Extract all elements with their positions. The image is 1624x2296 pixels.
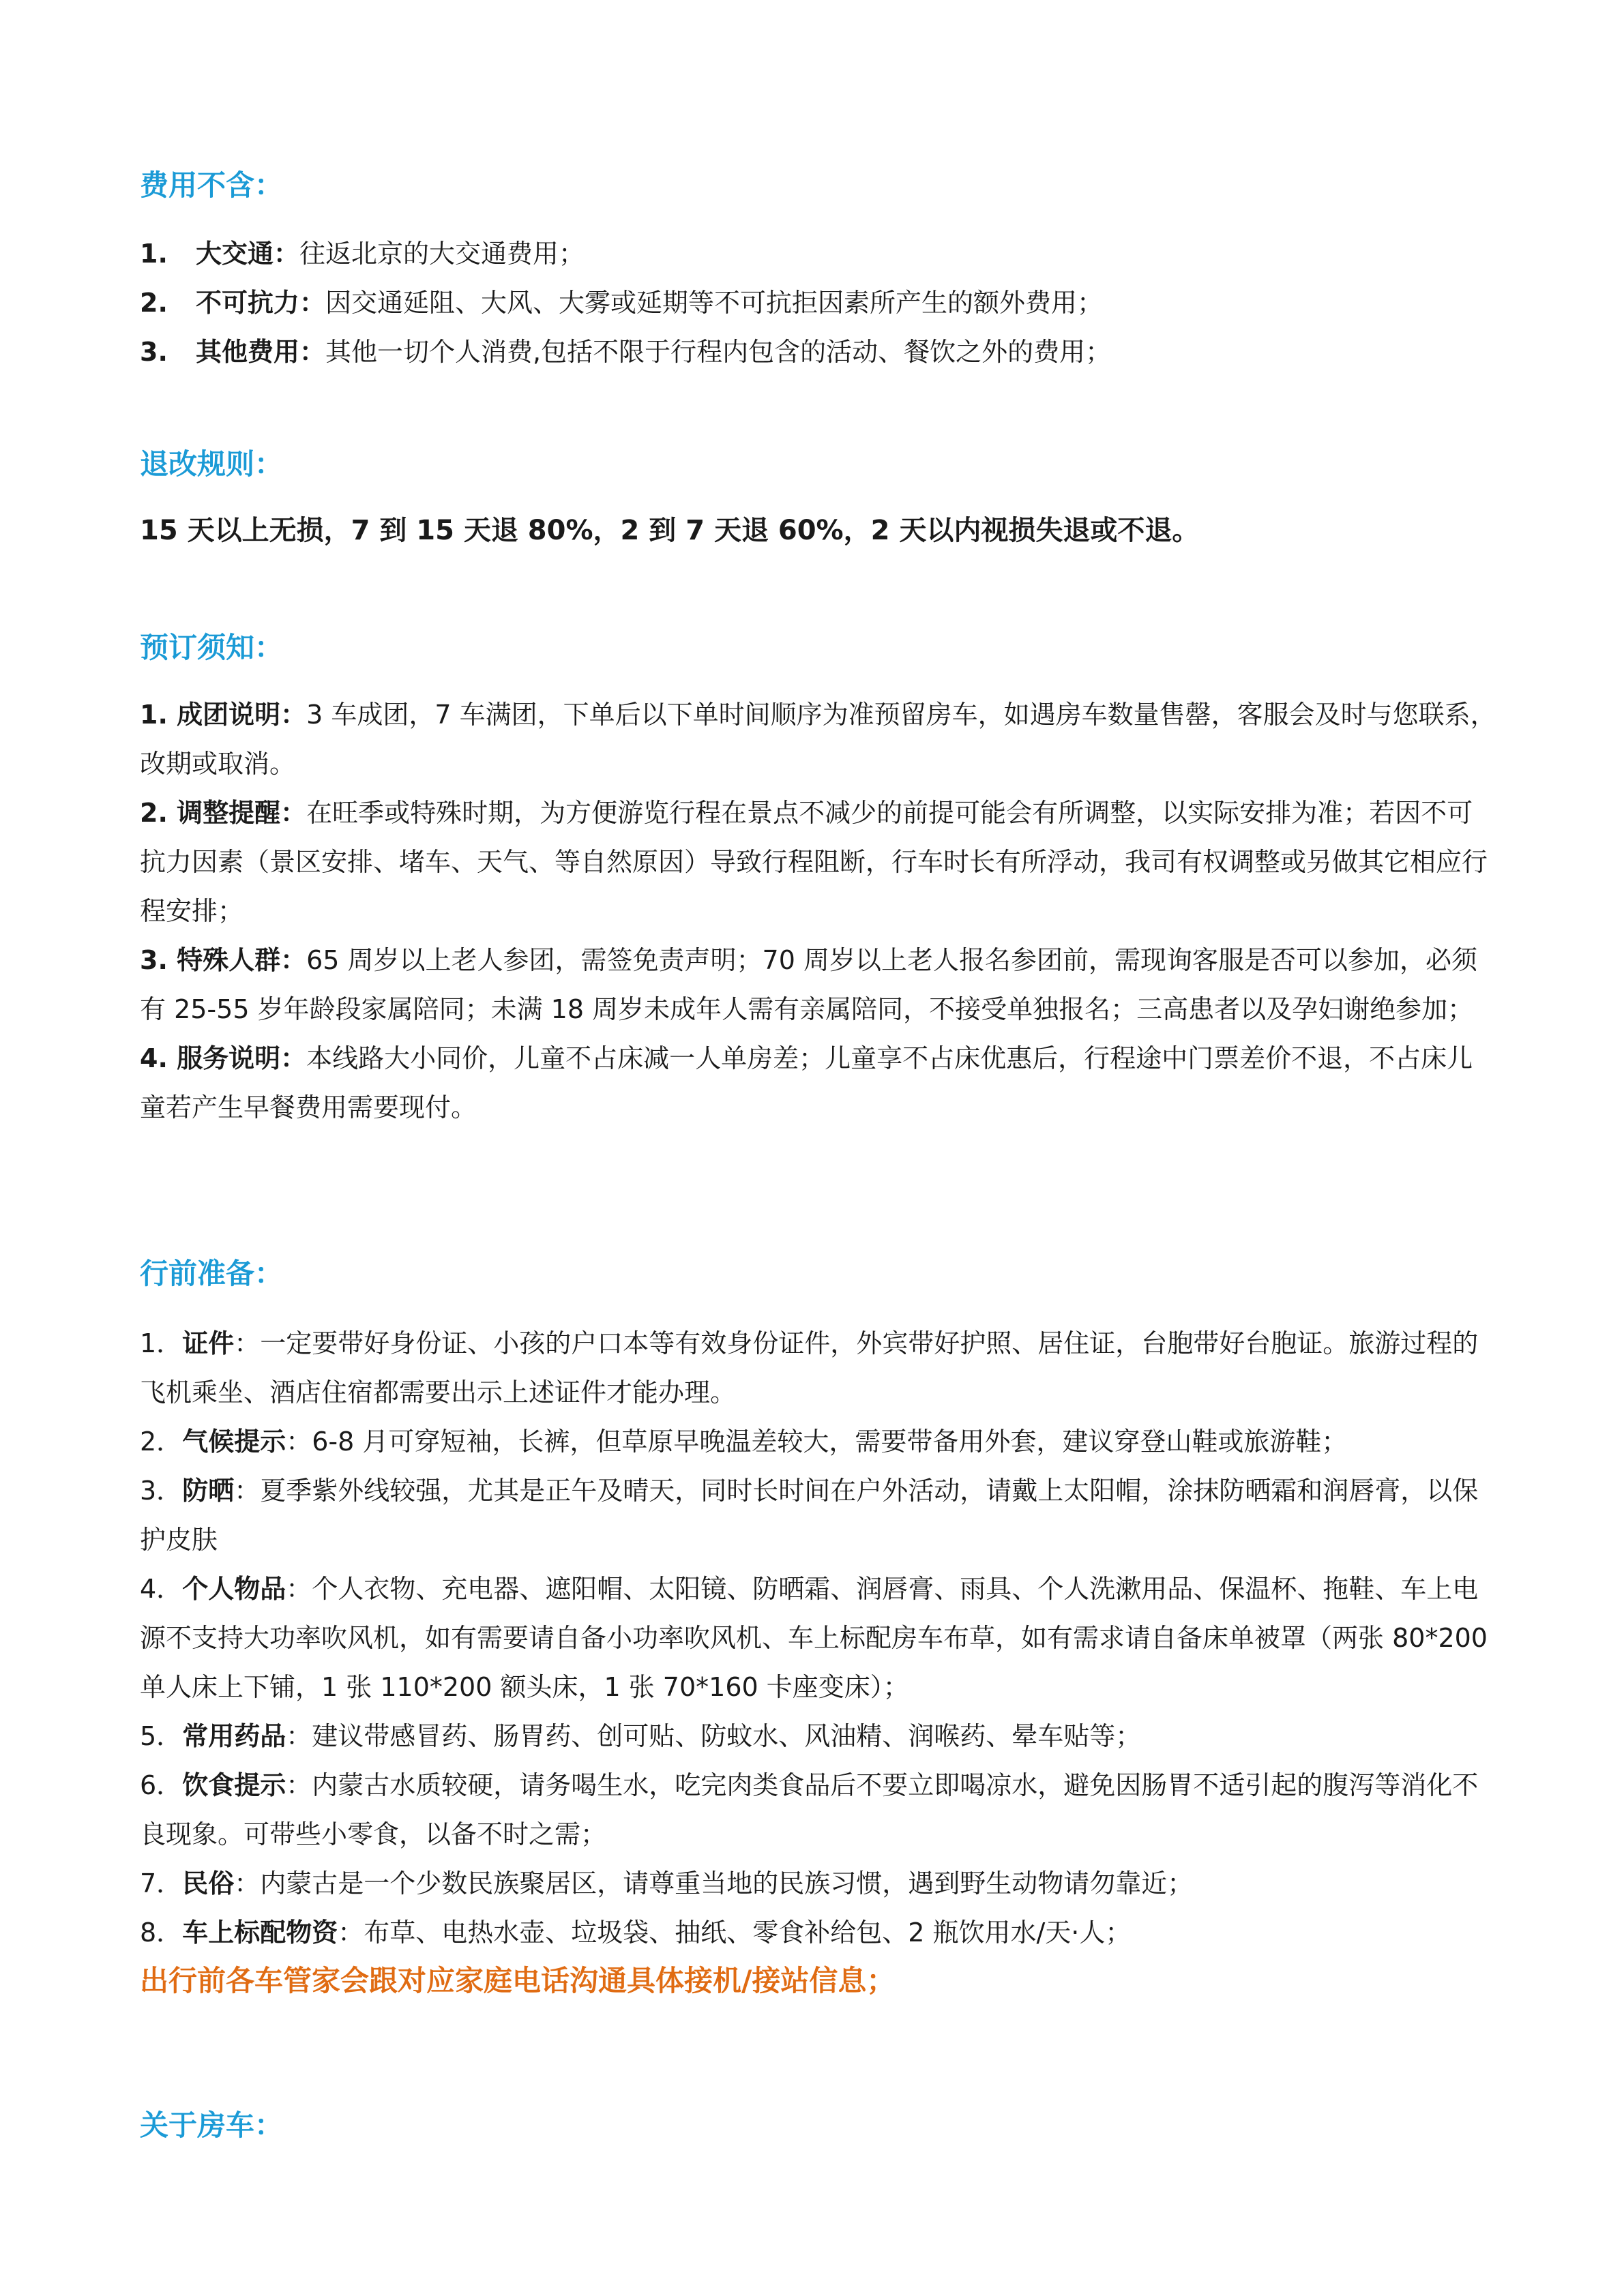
list-item: 4．个人物品：个人衣物、充电器、遮阳帽、太阳镜、防晒霜、润唇膏、雨具、个人洗漱用品、保温杯、拖鞋、车上电源不支持大功率吹风机，如有需要请自备小功率吹风机、车上标配房车布草，如有需求请自备床单被罩（两张 80*200 单人床上下铺，1 张 110*200 额头床，1 张 70*160 卡座变床）； bbox=[140, 1574, 1488, 1702]
list-item: 1. 大交通：往返北京的大交通费用； bbox=[140, 239, 585, 269]
section-title-preparation: 行前准备： bbox=[140, 1257, 284, 1290]
preparation-list bbox=[140, 1319, 1497, 2005]
section-title-fees-excluded: 费用不含： bbox=[140, 168, 284, 202]
section-title-rv: 关于房车： bbox=[140, 2108, 284, 2142]
booking-notes-list bbox=[140, 690, 1497, 1132]
list-item: 6．饮食提示：内蒙古水质较硬，请务喝生水，吃完肉类食品后不要立即喝凉水，避免因肠胃不适引起的腹泻等消化不良现象。可带些小零食，以备不时之需； bbox=[140, 1770, 1479, 1849]
list-item: 1．证件：一定要带好身份证、小孩的户口本等有效身份证件，外宾带好护照、居住证，台胞带好台胞证。旅游过程的飞机乘坐、酒店住宿都需要出示上述证件才能办理。 bbox=[140, 1328, 1479, 1407]
list-item: 1. 成团说明：3 车成团，7 车满团，下单后以下单时间顺序为准预留房车，如遇房车数量售罄，客服会及时与您联系，改期或取消。 bbox=[140, 700, 1496, 779]
section-title-refund: 退改规则： bbox=[140, 447, 284, 481]
list-item: 2．气候提示：6-8 月可穿短袖，长裤，但草原早晚温差较大，需要带备用外套，建议穿登山鞋或旅游鞋； bbox=[140, 1427, 1348, 1457]
list-item: 2. 不可抗力：因交通延阻、大风、大雾或延期等不可抗拒因素所产生的额外费用； bbox=[140, 288, 1104, 318]
list-item: 4. 服务说明：本线路大小同价，儿童不占床减一人单房差；儿童享不占床优惠后，行程途中门票差价不退，不占床儿童若产生早餐费用需要现付。 bbox=[140, 1043, 1473, 1122]
list-item: 8．车上标配物资：布草、电热水壶、垃圾袋、抽纸、零食补给包、2 瓶饮用水/天·人； bbox=[140, 1918, 1132, 1948]
list-item: 3. 其他费用：其他一切个人消费,包括不限于行程内包含的活动、餐饮之外的费用； bbox=[140, 337, 1112, 367]
section-title-booking: 预订须知： bbox=[140, 631, 284, 664]
list-item: 3．防晒：夏季紫外线较强，尤其是正午及晴天，同时长时间在户外活动，请戴上太阳帽，涂抹防晒霜和润唇膏，以保护皮肤 bbox=[140, 1476, 1479, 1555]
pickup-notice: 出行前各车管家会跟对应家庭电话沟通具体接机/接站信息； bbox=[140, 1964, 896, 1997]
refund-rules-text: 15 天以上无损，7 到 15 天退 80%，2 到 7 天退 60%，2 天以内视损失退或不退。 bbox=[140, 515, 1200, 546]
list-item: 2. 调整提醒：在旺季或特殊时期，为方便游览行程在景点不减少的前提可能会有所调整，以实际安排为准；若因不可抗力因素（景区安排、堵车、天气、等自然原因）导致行程阻断，行车时长有所浮动，我司有权调整或另做其它相应行程安排； bbox=[140, 798, 1488, 926]
list-item: 3. 特殊人群：65 周岁以上老人参团，需签免责声明；70 周岁以上老人报名参团前，需现询客服是否可以参加，必须有 25-55 岁年龄段家属陪同；未满 18 周岁未成年人需有亲属陪同，不接受单独报名；三高患者以及孕妇谢绝参加； bbox=[140, 945, 1477, 1024]
list-item: 5．常用药品：建议带感冒药、肠胃药、创可贴、防蚊水、风油精、润喉药、晕车贴等； bbox=[140, 1721, 1142, 1751]
list-item: 7．民俗：内蒙古是一个少数民族聚居区，请尊重当地的民族习惯，遇到野生动物请勿靠近； bbox=[140, 1868, 1194, 1898]
fees-excluded-list bbox=[140, 229, 1111, 376]
